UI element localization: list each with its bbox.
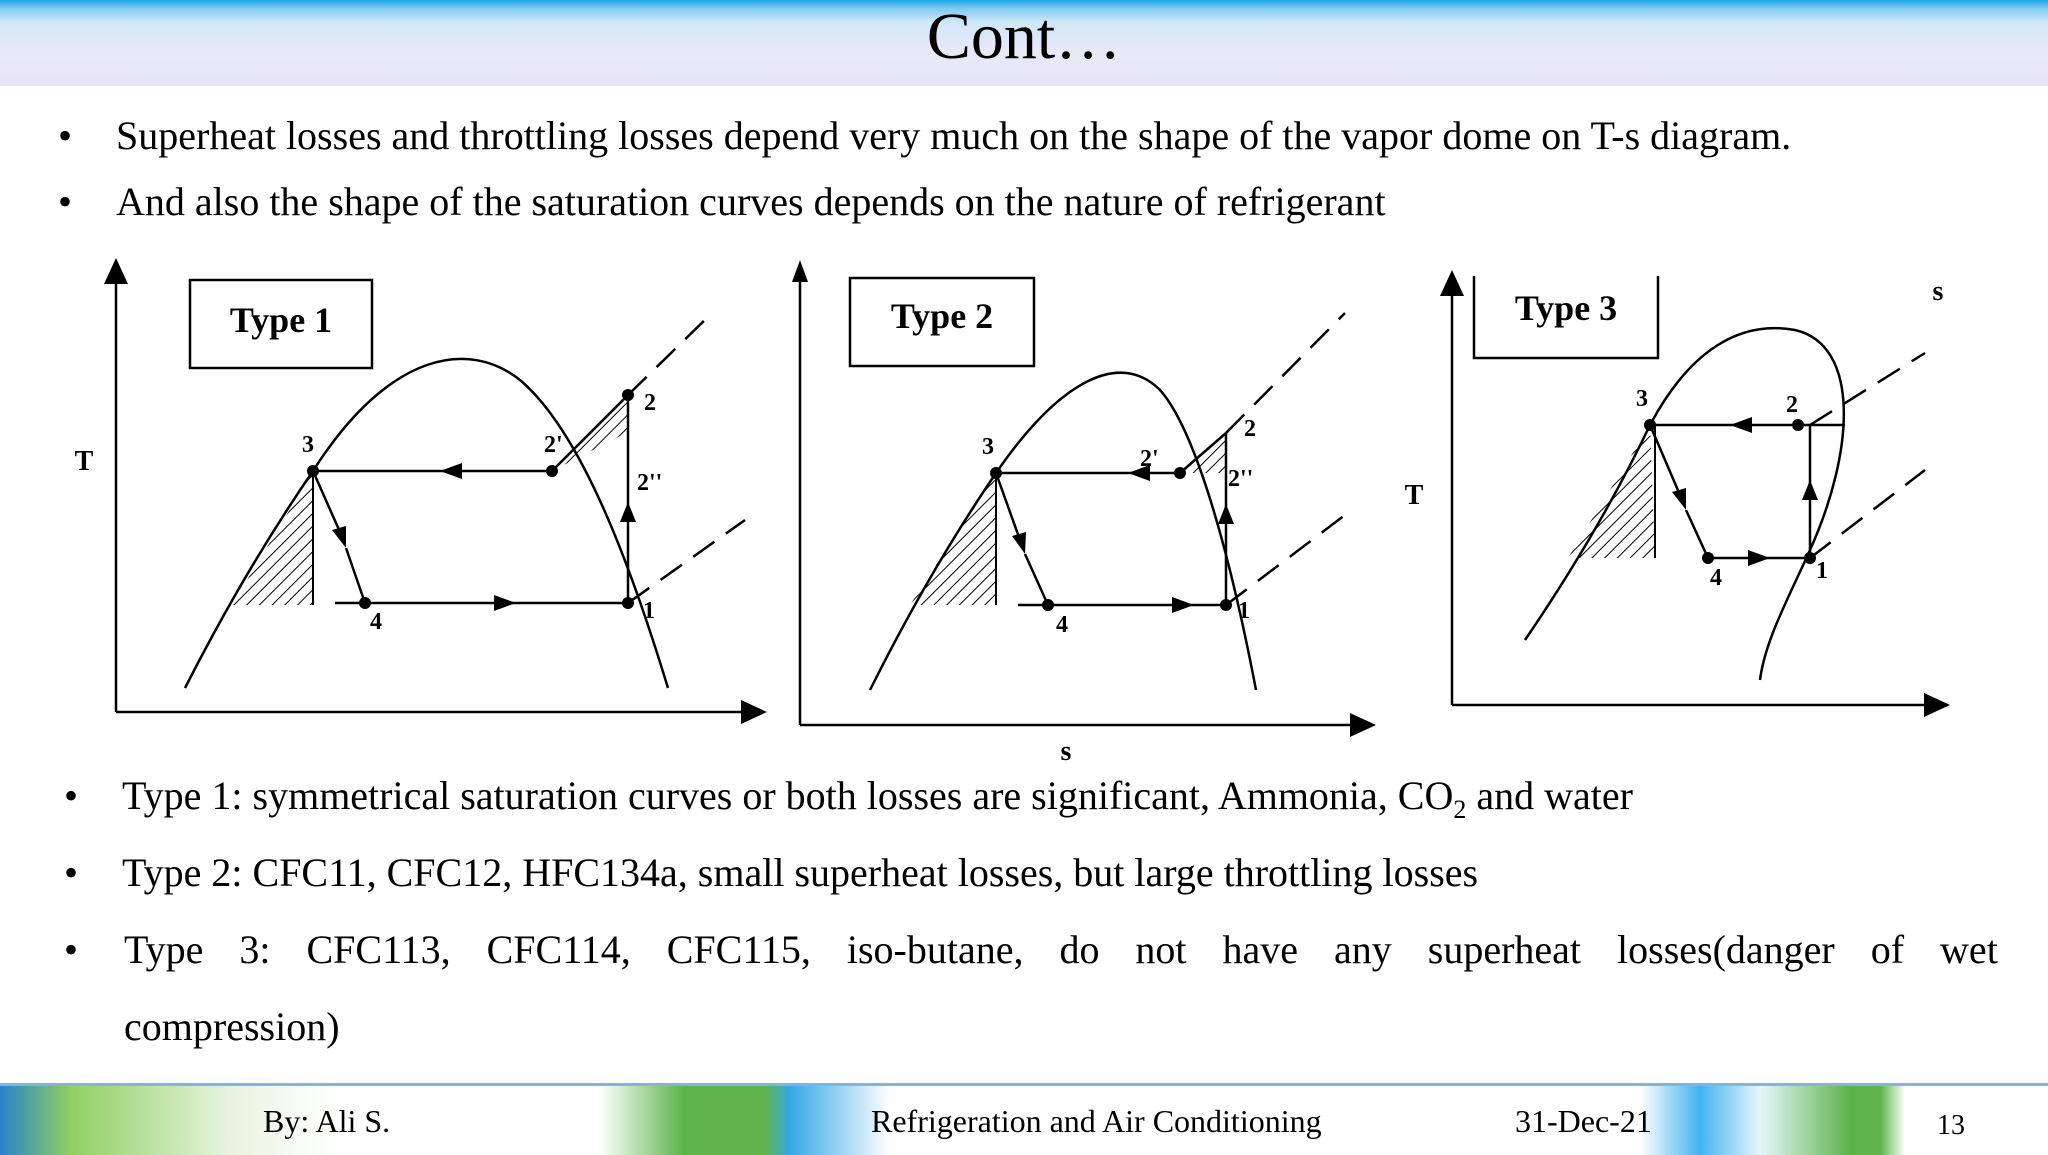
type3-point-3: 3	[1636, 386, 1648, 412]
bullet-continuation	[124, 1003, 340, 1051]
type1-point-2prime: 2'	[544, 432, 563, 458]
type1-t-arrow	[104, 258, 128, 284]
type2-point-3: 3	[982, 434, 994, 460]
type2-point-2: 2	[1244, 416, 1256, 442]
bullet-text-main: Type 1: symmetrical saturation curves or both losses are significant, Ammonia, CO	[122, 773, 1454, 818]
type1-point-1: 1	[643, 598, 655, 624]
type3-s-label: s	[1932, 276, 1944, 307]
type2-point-2dprime: 2''	[1228, 466, 1254, 492]
type2-point-4: 4	[1056, 612, 1068, 638]
slide-title: Cont…	[926, 0, 1122, 73]
type3-word: CFC113,	[306, 927, 451, 972]
type3-word: do	[1059, 927, 1100, 972]
type3-word: CFC114,	[486, 927, 631, 972]
type3-word: 3:	[239, 927, 271, 972]
type3-word: have	[1222, 927, 1299, 972]
bullet-item	[64, 926, 122, 974]
bullet-text-type3	[124, 926, 1998, 974]
type2-dome	[870, 373, 1256, 690]
bullet-dot: •	[58, 113, 73, 158]
type2-point-1: 1	[1238, 598, 1250, 624]
type1-diagram	[75, 258, 767, 724]
type3-point-1: 1	[1816, 558, 1828, 584]
type1-point-2: 2	[644, 390, 656, 416]
type3-word: CFC115,	[666, 927, 811, 972]
type3-word: losses(danger	[1617, 927, 1835, 972]
type3-word: of	[1870, 927, 1905, 972]
bullet-dot: •	[64, 773, 79, 818]
type3-word: Type	[124, 927, 204, 972]
type3-word: superheat	[1427, 927, 1582, 972]
co2-subscript: 2	[1453, 795, 1467, 824]
bullet-text: Type 2: CFC11, CFC12, HFC134a, small superheat losses, but large throttling losses	[122, 850, 1479, 895]
bullet-dot: •	[64, 850, 79, 895]
bullet-item	[58, 178, 1386, 226]
footer-page-number: 13	[1937, 1110, 1965, 1141]
type3-diagram	[1405, 270, 1950, 717]
type2-diagram	[792, 260, 1376, 767]
type1-point-4: 4	[370, 609, 382, 635]
type3-t-label: T	[1404, 480, 1424, 511]
bullet-text-tail: and water	[1466, 773, 1633, 818]
bullet-item	[64, 849, 1478, 897]
type1-point-3: 3	[302, 432, 314, 458]
type3-word: not	[1135, 927, 1187, 972]
type3-point-4: 4	[1710, 565, 1722, 591]
type3-point-2: 2	[1786, 392, 1798, 418]
type2-s-label: s	[1060, 736, 1072, 767]
footer-author: By: Ali S.	[263, 1103, 391, 1139]
type3-word: any	[1334, 927, 1392, 972]
footer-bar	[0, 1083, 2048, 1155]
type1-t-label: T	[74, 446, 94, 477]
type1-label: Type 1	[229, 300, 333, 340]
footer-date: 31-Dec-21	[1515, 1103, 1652, 1139]
bullet-text: And also the shape of the saturation curves depends on the nature of refrigerant	[116, 179, 1386, 224]
bullet-dot: •	[64, 927, 79, 972]
ts-diagrams-svg	[0, 240, 2048, 770]
bullet-dot: •	[58, 179, 73, 224]
type1-point-2dprime: 2''	[637, 470, 663, 496]
bullet-item	[58, 112, 1791, 160]
footer-course: Refrigeration and Air Conditioning	[871, 1103, 1322, 1139]
type3-word: iso-butane,	[846, 927, 1024, 972]
bullet-text: Superheat losses and throttling losses depend very much on the shape of the vapor dome on T-s diagram.	[116, 113, 1792, 158]
type2-label: Type 2	[890, 296, 994, 336]
type3-word: wet	[1940, 927, 1998, 972]
type1-dome	[185, 359, 668, 688]
bullet-text: compression)	[124, 1004, 340, 1049]
bullet-text	[122, 772, 1633, 834]
type3-label: Type 3	[1514, 288, 1618, 328]
type1-s-arrow	[741, 700, 767, 724]
bullet-item	[64, 772, 1633, 834]
type2-point-2prime: 2'	[1140, 446, 1159, 472]
ts-diagrams	[0, 240, 2048, 770]
